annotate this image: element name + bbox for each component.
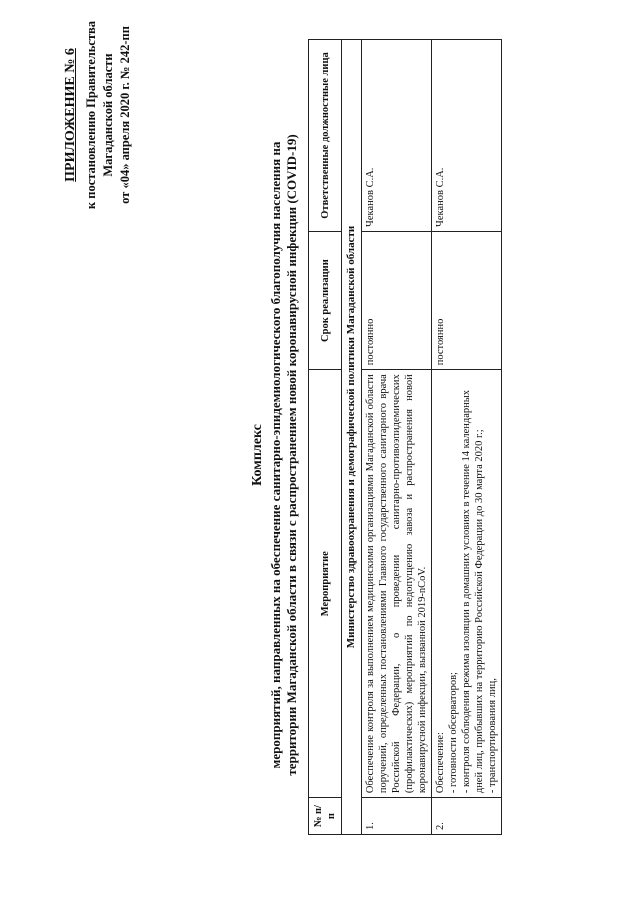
appendix-title: ПРИЛОЖЕНИЕ № 6 [63, 48, 78, 182]
appendix-line-2: Магаданской области [101, 53, 115, 177]
row-2-activity [432, 370, 502, 798]
section-title: Министерство здравоохранения и демографической политики Магаданской области [342, 40, 362, 835]
row-2-activity-line-2: - готовности обсерваторов; [448, 672, 459, 794]
header-num: № п/п [309, 798, 342, 835]
row-1-responsible: Чеканов С.А. [362, 40, 432, 232]
table-row [432, 40, 502, 835]
section-row [342, 40, 362, 835]
document-subtitle-line-2: территории Магаданской области в связи с распространением новой коронавирусной инфекции (COVID-19) [284, 134, 299, 776]
header-term: Срок реализации [309, 231, 342, 369]
appendix-header [62, 15, 134, 215]
measures-table [308, 39, 502, 835]
row-2-num: 2. [432, 798, 502, 835]
row-1-term: постоянно [362, 231, 432, 369]
appendix-line-1: к постановлению Правительства [84, 20, 98, 210]
row-2-activity-line-4: - транспортирования лиц, [487, 678, 498, 794]
table-header-row [309, 40, 342, 835]
row-2-activity-line-1: Обеспечение: [435, 732, 446, 794]
document-subtitle-line-1: мероприятий, направленных на обеспечение санитарно-эпидемиологического благополучия населения на [268, 141, 283, 769]
header-activity: Мероприятие [309, 370, 342, 798]
document-title-block [250, 45, 300, 865]
row-2-responsible: Чеканов С.А. [432, 40, 502, 232]
document-title: Комплекс [250, 424, 265, 486]
table-row [362, 40, 432, 835]
row-1-num: 1. [362, 798, 432, 835]
appendix-line-3: от «04» апреля 2020 г. № 242-пп [118, 26, 132, 204]
row-1-activity: Обеспечение контроля за выполнением медицинскими организациями Магаданской области поручений, определенных постановлениями Главного государственного санитарного врача Российской Федерации, о проведении санитарно-противоэпидемических (профилактических) мероприятий по недопущению завоза и распространения новой коронавирусной инфекции, вызванной 2019-nCoV. [362, 370, 432, 798]
header-responsible: Ответственные должностные лица [309, 40, 342, 232]
row-2-term: постоянно [432, 231, 502, 369]
row-2-activity-line-3: - контроля соблюдения режима изоляции в домашних условиях в течение 14 календарных дней лиц, прибывших на территорию Российской Федерации до 30 марта 2020 г.; [461, 389, 485, 794]
